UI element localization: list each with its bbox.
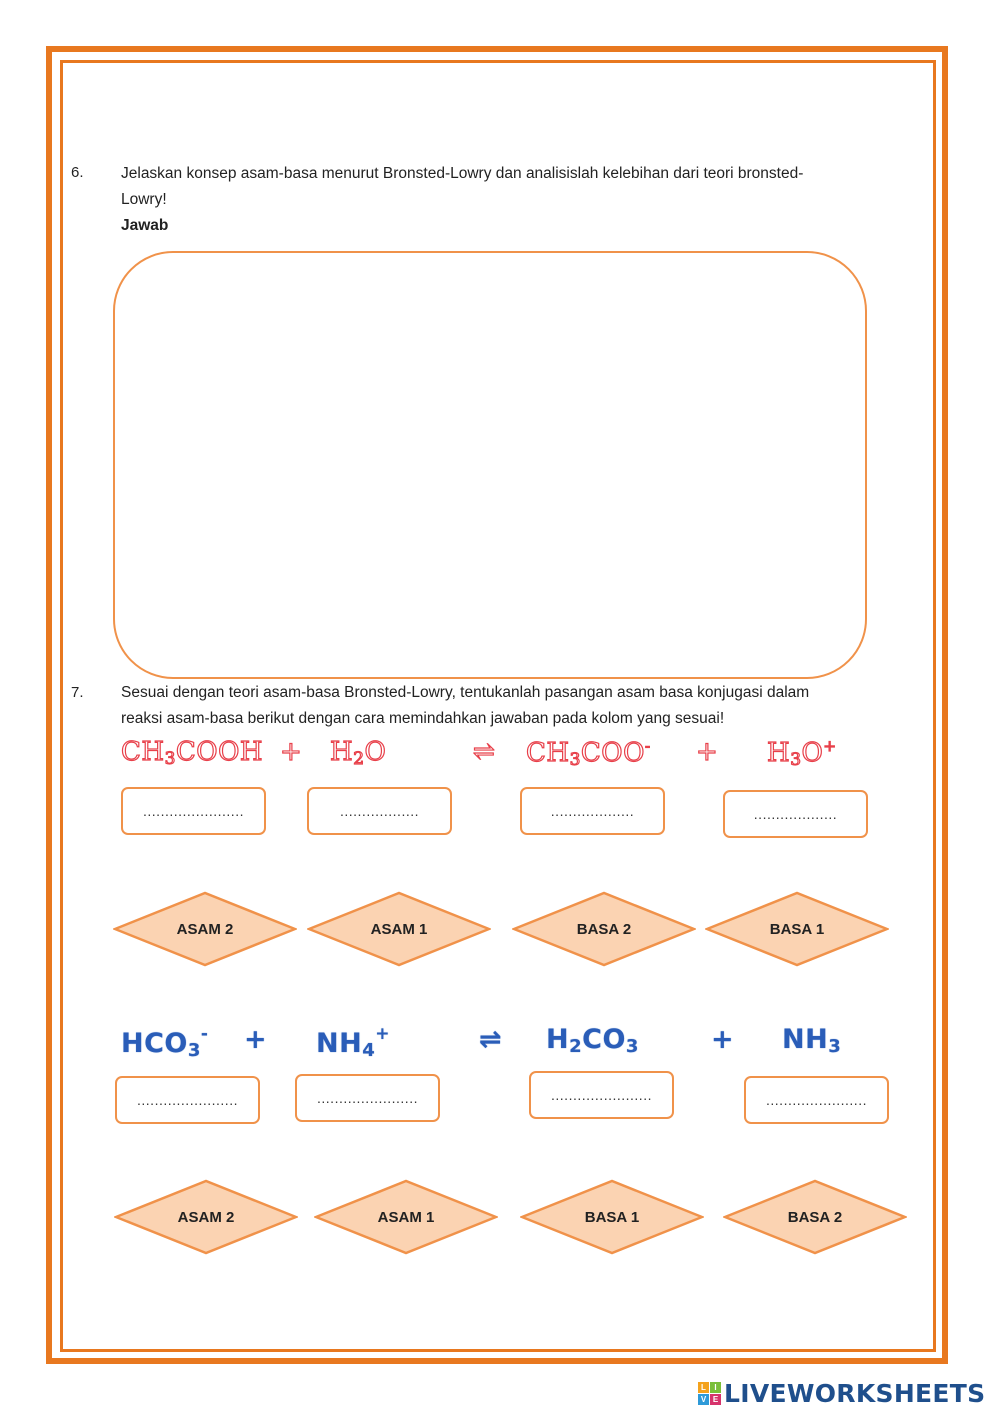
reaction1-option-2[interactable] (307, 891, 491, 967)
logo-mark-letter: E (710, 1394, 721, 1405)
logo-mark-letter: L (698, 1382, 709, 1393)
reaction2-drop-box-1[interactable]: ....................... (115, 1076, 260, 1124)
logo-mark-letter: I (710, 1382, 721, 1393)
option-label: ASAM 1 (370, 920, 428, 938)
reaction1-equilibrium-arrow: ⇌ (473, 737, 496, 767)
question-7-number: 7. (71, 684, 84, 701)
reaction2-drop-box-3[interactable]: ....................... (529, 1071, 674, 1119)
option-label: ASAM 2 (176, 920, 234, 938)
reaction2-formula-carbonic-acid: $H_2CO_3$ (546, 1024, 639, 1057)
reaction2-option-1[interactable] (114, 1179, 298, 1255)
reaction1-formula-acetic-acid: $CH_3COOH$ (121, 737, 264, 769)
reaction2-plus-1: + (244, 1024, 268, 1055)
option-label: BASA 1 (584, 1208, 640, 1226)
question-6-line-1: Jelaskan konsep asam-basa menurut Bronsted-Lowry dan analisislah kelebihan dari teori bronsted- (121, 165, 804, 182)
answer-label: Jawab (121, 217, 169, 234)
reaction2-formula-ammonia: $NH_3$ (782, 1024, 842, 1057)
option-label: ASAM 1 (377, 1208, 435, 1226)
reaction2-drop-box-2[interactable]: ....................... (295, 1074, 440, 1122)
question-6-text (121, 161, 881, 239)
reaction1-plus-1: + (280, 737, 303, 767)
option-label: ASAM 2 (177, 1208, 235, 1226)
reaction1-plus-2: + (696, 737, 719, 767)
reaction2-equilibrium-arrow: ⇌ (479, 1024, 503, 1055)
logo-mark-icon (698, 1382, 721, 1405)
reaction2-option-2[interactable] (314, 1179, 498, 1255)
reaction1-formula-hydronium: $H_3O^+$ (767, 737, 837, 770)
reaction1-option-3[interactable] (512, 891, 696, 967)
answer-textarea[interactable] (113, 251, 867, 679)
reaction1-drop-box-4[interactable]: ................... (723, 790, 868, 838)
reaction2-formula-bicarbonate: $HCO_3^-$ (121, 1024, 209, 1061)
reaction1-drop-box-2[interactable]: .................. (307, 787, 452, 835)
reaction1-option-1[interactable] (113, 891, 297, 967)
option-label: BASA 1 (769, 920, 825, 938)
question-7-text (121, 680, 881, 732)
reaction1-formula-water: $H_2O$ (330, 737, 387, 769)
reaction1-formula-acetate: $CH_3COO^-$ (526, 737, 651, 770)
reaction1-drop-box-3[interactable]: ................... (520, 787, 665, 835)
reaction1-drop-box-1[interactable]: ....................... (121, 787, 266, 835)
logo-mark-letter: V (698, 1394, 709, 1405)
question-7-line-2: reaksi asam-basa berikut dengan cara memindahkan jawaban pada kolom yang sesuai! (121, 710, 725, 727)
question-7-line-1: Sesuai dengan teori asam-basa Bronsted-Lowry, tentukanlah pasangan asam basa konjugasi dalam (121, 684, 810, 701)
reaction2-drop-box-4[interactable]: ....................... (744, 1076, 889, 1124)
reaction1-option-4[interactable] (705, 891, 889, 967)
reaction2-option-4[interactable] (723, 1179, 907, 1255)
logo-text: LIVEWORKSHEETS (724, 1378, 986, 1408)
reaction2-option-3[interactable] (520, 1179, 704, 1255)
option-label: BASA 2 (576, 920, 632, 938)
liveworksheets-logo[interactable] (698, 1378, 985, 1408)
reaction2-plus-2: + (711, 1024, 735, 1055)
question-6-number: 6. (71, 164, 84, 181)
reaction2-formula-ammonium: $NH_4^+$ (316, 1024, 390, 1061)
option-label: BASA 2 (787, 1208, 843, 1226)
question-6-line-2: Lowry! (121, 191, 167, 208)
